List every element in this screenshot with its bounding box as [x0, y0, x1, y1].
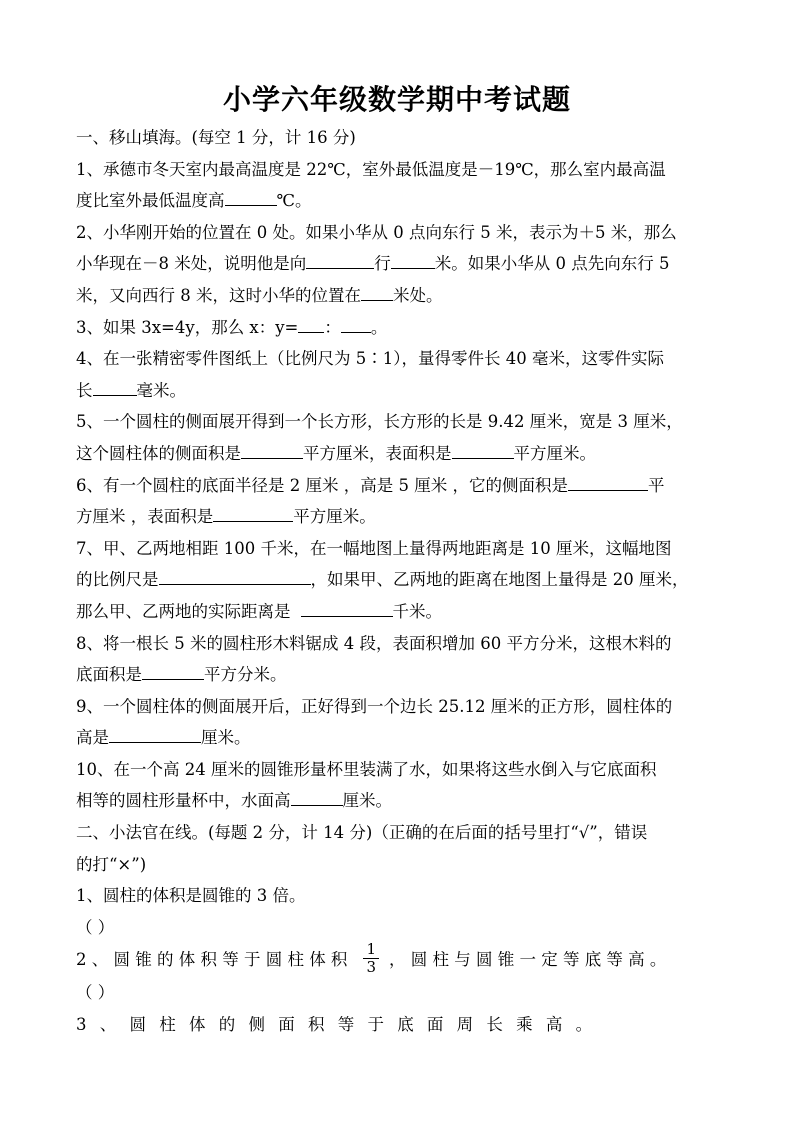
q1-line2 [76, 185, 724, 217]
s2-q1-answer-paren[interactable]: （ ） [76, 917, 115, 937]
section1-header: 一、移山填海。(每空 1 分，计 16 分) [76, 128, 356, 147]
q3-end: 。 [370, 317, 388, 337]
q1-text: 度比室外最低温度高 [76, 191, 225, 211]
q4-line1: 4、在一张精密零件图纸上（比例尺为 5∶1），量得零件长 40 毫米，这零件实际 [76, 349, 664, 369]
exam-content [76, 122, 724, 1041]
q3-blank-1[interactable] [298, 316, 324, 333]
q3-colon: ： [324, 317, 341, 337]
q8-text-b: 平方分米。 [204, 665, 287, 685]
q8-line2 [76, 659, 724, 691]
q8-line1: 8、将一根长 5 米的圆柱形木料锯成 4 段，表面积增加 60 平方分米，这根木料的 [76, 633, 672, 653]
q2-line2 [76, 248, 724, 280]
section2-header-line2: 的打“×”) [76, 854, 147, 874]
q5-text-a: 这个圆柱体的侧面积是 [76, 443, 241, 463]
q7-line1: 7、甲、乙两地相距 100 千米，在一幅地图上量得两地距离是 10 厘米，这幅地图 [76, 538, 672, 558]
q9-blank[interactable] [109, 726, 201, 743]
q10-line1: 10、在一个高 24 厘米的圆锥形量杯里装满了水，如果将这些水倒入与它底面积 [76, 759, 657, 779]
s2-q3: 3 、 圆 柱 体 的 侧 面 积 等 于 底 面 周 长 乘 高 。 [76, 1015, 597, 1035]
q6-blank-1[interactable] [568, 474, 648, 491]
q6-blank-2[interactable] [213, 505, 293, 522]
s2-q1: 1、圆柱的体积是圆锥的 3 倍。 [76, 886, 306, 906]
q5-line2 [76, 438, 724, 470]
section2-header-line1: 二、小法官在线。(每题 2 分，计 14 分)（正确的在后面的括号里打“√”，错误 [76, 823, 648, 843]
q8-text-a: 底面积是 [76, 665, 142, 685]
q3-blank-2[interactable] [341, 316, 371, 333]
q6-text-d: 平方厘米。 [293, 507, 376, 527]
q10-line2 [76, 785, 724, 817]
s2-q2 [76, 940, 724, 977]
q1-blank[interactable] [225, 189, 277, 206]
q7-text-d: 千米。 [392, 601, 442, 621]
s2-q2-text-b: ， 圆 柱 与 圆 锥 一 定 等 底 等 高 。 [388, 950, 667, 970]
q9-line2 [76, 722, 724, 754]
q10-text-a: 相等的圆柱形量杯中，水面高 [76, 791, 291, 811]
q10-text-b: 厘米。 [342, 791, 392, 811]
q3-text-a: 3、如果 3x=4y，那么 x：y= [76, 317, 299, 337]
q2-text-e: 米处。 [393, 285, 443, 305]
q9-line1: 9、一个圆柱体的侧面展开后，正好得到一个边长 25.12 厘米的正方形，圆柱体的 [76, 696, 673, 716]
q5-text-b: 平方厘米，表面积是 [303, 443, 452, 463]
q9-text-b: 厘米。 [201, 728, 251, 748]
q7-text-b: ，如果甲、乙两地的距离在地图上量得是 20 厘米， [310, 570, 689, 590]
q4-text-a: 长 [76, 380, 93, 400]
q7-text-a: 的比例尺是 [76, 570, 159, 590]
q6-line1 [76, 470, 724, 502]
q2-text-c: 米。如果小华从 0 点先向东行 5 [434, 254, 670, 274]
fraction-numerator: 1 [363, 941, 379, 959]
q5-line1: 5、一个圆柱的侧面展开得到一个长方形，长方形的长是 9.42 厘米，宽是 3 厘米， [76, 412, 683, 432]
q2-blank-2[interactable] [391, 252, 435, 269]
q7-line2 [76, 564, 724, 596]
q5-blank-2[interactable] [452, 442, 514, 459]
page-title: 小学六年级数学期中考试题 [222, 83, 571, 116]
q2-line3 [76, 280, 724, 312]
one-third-fraction [363, 941, 379, 976]
q6-text-a: 6、有一个圆柱的底面半径是 2 厘米 ，高是 5 厘米 ，它的侧面积是 [76, 475, 568, 495]
q2-text-d: 米，又向西行 8 米，这时小华的位置在 [76, 285, 361, 305]
q2-blank-1[interactable] [306, 252, 374, 269]
q6-text-b: 平 [647, 475, 665, 495]
q2-text-b: 行 [374, 254, 391, 274]
q4-line2 [76, 375, 724, 407]
q2-blank-3[interactable] [361, 284, 393, 301]
q7-blank-2[interactable] [301, 600, 393, 617]
q5-text-c: 平方厘米。 [513, 443, 596, 463]
q4-unit: 毫米。 [136, 380, 186, 400]
s2-q2-answer-paren[interactable]: （ ） [76, 983, 115, 1003]
q1-unit: ℃。 [276, 191, 312, 211]
q5-blank-1[interactable] [241, 442, 303, 459]
q3-line [76, 312, 724, 344]
q10-blank[interactable] [291, 789, 343, 806]
fraction-denominator: 3 [366, 958, 376, 977]
q1-line1: 1、承德市冬天室内最高温度是 22℃，室外最低温度是－19℃，那么室内最高温 [76, 159, 666, 179]
s2-q2-text-a: 2 、 圆 锥 的 体 积 等 于 圆 柱 体 积 [76, 950, 348, 970]
q7-blank-1[interactable] [159, 568, 311, 585]
q2-line1: 2、小华刚开始的位置在 0 处。如果小华从 0 点向东行 5 米，表示为＋5 米，那么 [76, 222, 677, 242]
q4-blank[interactable] [93, 379, 137, 396]
q7-text-c: 那么甲、乙两地的实际距离是 [76, 601, 291, 621]
q6-text-c: 方厘米 ，表面积是 [76, 507, 214, 527]
q6-line2 [76, 501, 724, 533]
q8-blank[interactable] [142, 663, 204, 680]
q9-text-a: 高是 [76, 728, 109, 748]
q7-line3 [76, 596, 724, 628]
q2-text-a: 小华现在－8 米处，说明他是向 [76, 254, 307, 274]
